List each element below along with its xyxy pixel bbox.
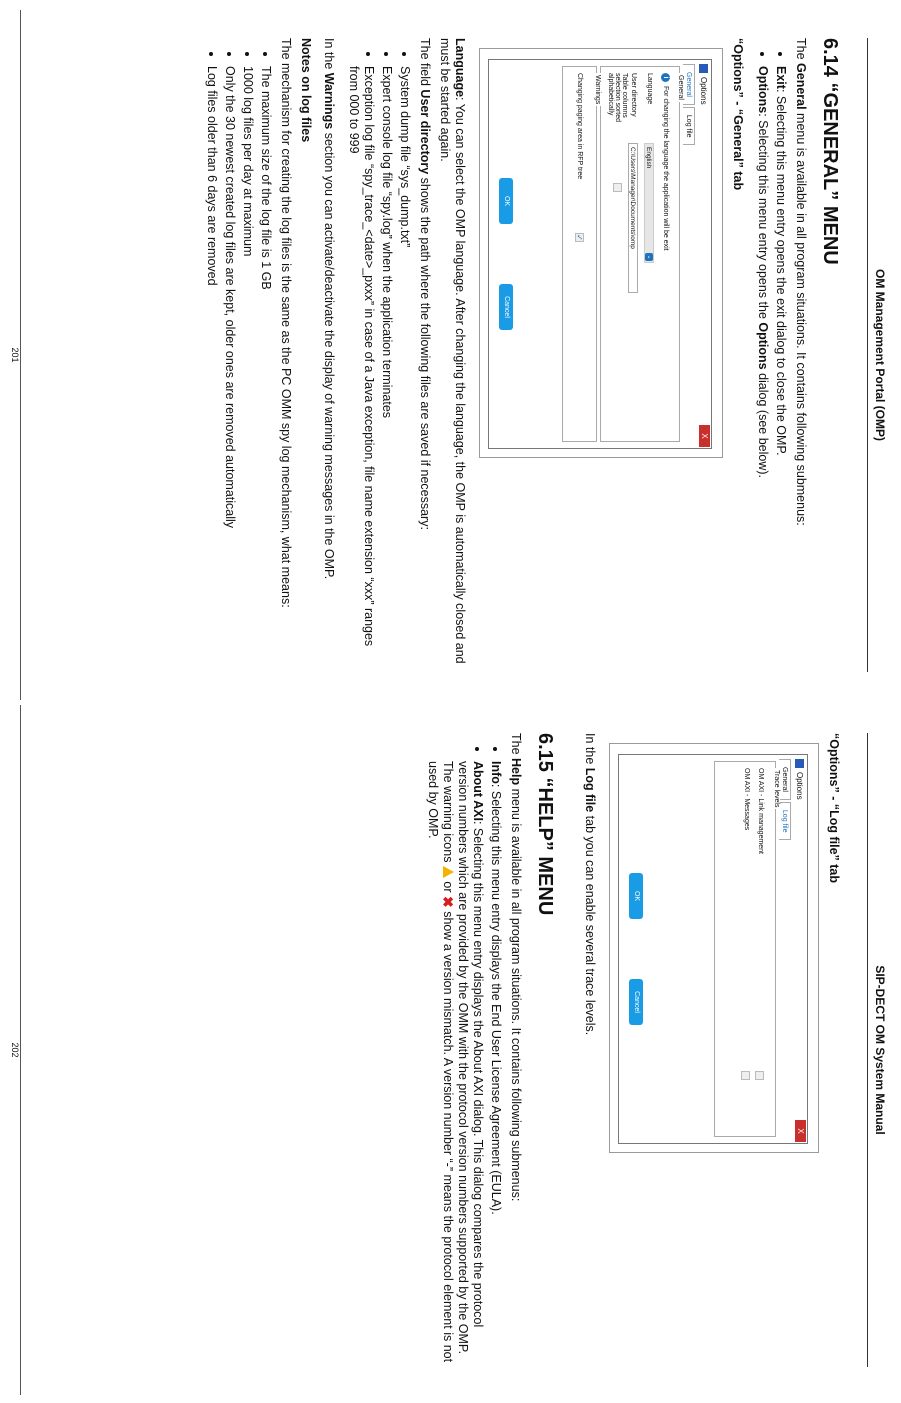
trace-checkbox[interactable] bbox=[741, 1071, 750, 1080]
app-icon bbox=[700, 64, 709, 73]
close-button[interactable]: X bbox=[795, 1120, 806, 1142]
tab-log-file[interactable]: Log file bbox=[779, 802, 791, 841]
dialog-title: Options bbox=[795, 772, 805, 800]
trace-checkbox[interactable] bbox=[755, 1071, 764, 1080]
table-sort-checkbox[interactable] bbox=[613, 183, 622, 192]
dialog-titlebar bbox=[697, 60, 711, 448]
tab-bar bbox=[683, 60, 697, 448]
list-item: • About AXI: Selecting this menu entry displays the About AXI dialog. This dialog compares the protocol version numbers which are provided by the OMM with the protocol version numbers supported by the OMP. The warning icons or ✖ show a version mismatch. A version number “-” means the protocol element is not used by OMP. bbox=[425, 761, 485, 1367]
warning-checkbox[interactable]: ✓ bbox=[575, 234, 584, 241]
section-title: 6.14 “GENERAL” MENU bbox=[819, 38, 841, 265]
options-logfile-screenshot bbox=[609, 743, 819, 1153]
figure-caption: “Options” - “Log file” tab bbox=[827, 733, 841, 883]
tab-general[interactable]: General bbox=[683, 64, 695, 105]
ok-button[interactable]: OK bbox=[499, 178, 513, 224]
figure-caption: “Options” - “General” tab bbox=[731, 38, 745, 191]
app-icon bbox=[796, 759, 805, 768]
list-item: • Options: Selecting this menu entry opens the Options dialog (see below). bbox=[755, 66, 770, 672]
general-group bbox=[600, 66, 684, 442]
user-directory-field[interactable]: C:\Users\Manager\Documents\omp bbox=[629, 143, 639, 293]
list-item: • Only the 30 newest created log files are kept, older ones are removed automatically bbox=[222, 66, 237, 672]
info-icon: i bbox=[661, 73, 670, 82]
trace-row: OM AXI - Link management bbox=[755, 768, 764, 1130]
page-202 bbox=[0, 705, 901, 1395]
trace-row: OM AXI - Messages bbox=[741, 768, 750, 1130]
tab-general[interactable]: General bbox=[779, 759, 791, 800]
language-select[interactable]: English ⌄ bbox=[645, 143, 655, 263]
page-number: 201 bbox=[10, 347, 20, 363]
dialog-titlebar bbox=[793, 755, 807, 1143]
page-201 bbox=[0, 10, 901, 700]
help-intro: The Help menu is available in all program situations. It contains following submenus: bbox=[509, 733, 523, 1202]
notes-intro: The mechanism for creating the log files is the same as the PC OMM spy log mechanism, what means: bbox=[279, 38, 293, 608]
log-file-paragraph: In the Log file tab you can enable several trace levels. bbox=[583, 733, 597, 1036]
red-x-icon: ✖ bbox=[440, 895, 456, 908]
running-header: SIP-DECT OM System Manual bbox=[867, 733, 887, 1367]
chevron-down-icon: ⌄ bbox=[646, 254, 653, 260]
notes-title: Notes on log files bbox=[299, 38, 313, 143]
help-submenu-list bbox=[425, 733, 503, 1367]
group-title: Trace levels bbox=[773, 770, 780, 808]
group-title: Warnings bbox=[594, 75, 601, 105]
ok-button[interactable]: OK bbox=[629, 873, 643, 919]
cancel-button[interactable]: Cancel bbox=[629, 979, 643, 1025]
dialog-title: Options bbox=[699, 77, 709, 105]
running-header: OM Management Portal (OMP) bbox=[867, 38, 887, 672]
list-item: • Info: Selecting this menu entry displays the End User License Agreement (EULA). bbox=[488, 761, 503, 1367]
list-item: • 1000 log files per day at maximum bbox=[240, 66, 255, 672]
list-item: • System dump file “sys_dump.txt” bbox=[397, 66, 412, 672]
options-dialog bbox=[488, 59, 712, 449]
list-item: • Log files older than 6 days are removed bbox=[204, 66, 219, 672]
group-title: General bbox=[677, 75, 684, 100]
general-intro: The General menu is available in all program situations. It contains following submenus: bbox=[794, 38, 808, 526]
options-dialog bbox=[618, 754, 808, 1144]
warnings-group bbox=[562, 66, 601, 442]
dialog-buttons bbox=[629, 755, 643, 1143]
warnings-paragraph: In the Warnings section you can activate/deactivate the display of warning messages in the OMP. bbox=[322, 38, 336, 580]
language-row: Language English ⌄ bbox=[644, 73, 655, 435]
list-item: • Expert console log file “spy.log” when the application terminates bbox=[379, 66, 394, 672]
dialog-buttons bbox=[499, 60, 513, 448]
tab-log-file[interactable]: Log file bbox=[683, 107, 695, 146]
page-number: 202 bbox=[10, 1042, 20, 1058]
page-footer bbox=[0, 705, 21, 1395]
general-submenu-list bbox=[755, 38, 788, 672]
list-item: • Exit: Selecting this menu entry opens the exit dialog to close the OMP. bbox=[773, 66, 788, 672]
cancel-button[interactable]: Cancel bbox=[499, 284, 513, 330]
user-directory-paragraph: The field User directory shows the path where the following files are saved if necessary: bbox=[418, 38, 432, 530]
warning-triangle-icon bbox=[443, 866, 454, 878]
section-title: 6.15 “HELP” MENU bbox=[534, 733, 556, 916]
trace-levels-group bbox=[714, 761, 780, 1137]
list-item: • The maximum size of the log file is 1 GB bbox=[258, 66, 273, 672]
list-item: • Exception log file “spy_trace_<date>_pxxx” in case of a Java exception, file name extension “xxx” ranges from 000 to 999 bbox=[346, 66, 376, 672]
info-note: i For changing the language the application will be exit bbox=[661, 73, 670, 435]
table-sort-row: Table columns selection sorted alphabetically bbox=[612, 73, 623, 435]
page-footer bbox=[0, 10, 21, 700]
user-directory-row: User directory C:\Users\Manager\Documents\omp bbox=[628, 73, 639, 435]
language-paragraph: Language: You can select the OMP language. After changing the language, the OMP is automatically closed and must be started again. bbox=[438, 38, 467, 664]
warning-row: Changing paging area in RFP tree ✓ bbox=[575, 73, 584, 241]
tab-bar bbox=[779, 755, 793, 1143]
close-button[interactable]: X bbox=[699, 425, 710, 447]
notes-list bbox=[204, 38, 273, 672]
saved-files-list bbox=[346, 38, 412, 672]
options-general-screenshot bbox=[479, 48, 723, 458]
